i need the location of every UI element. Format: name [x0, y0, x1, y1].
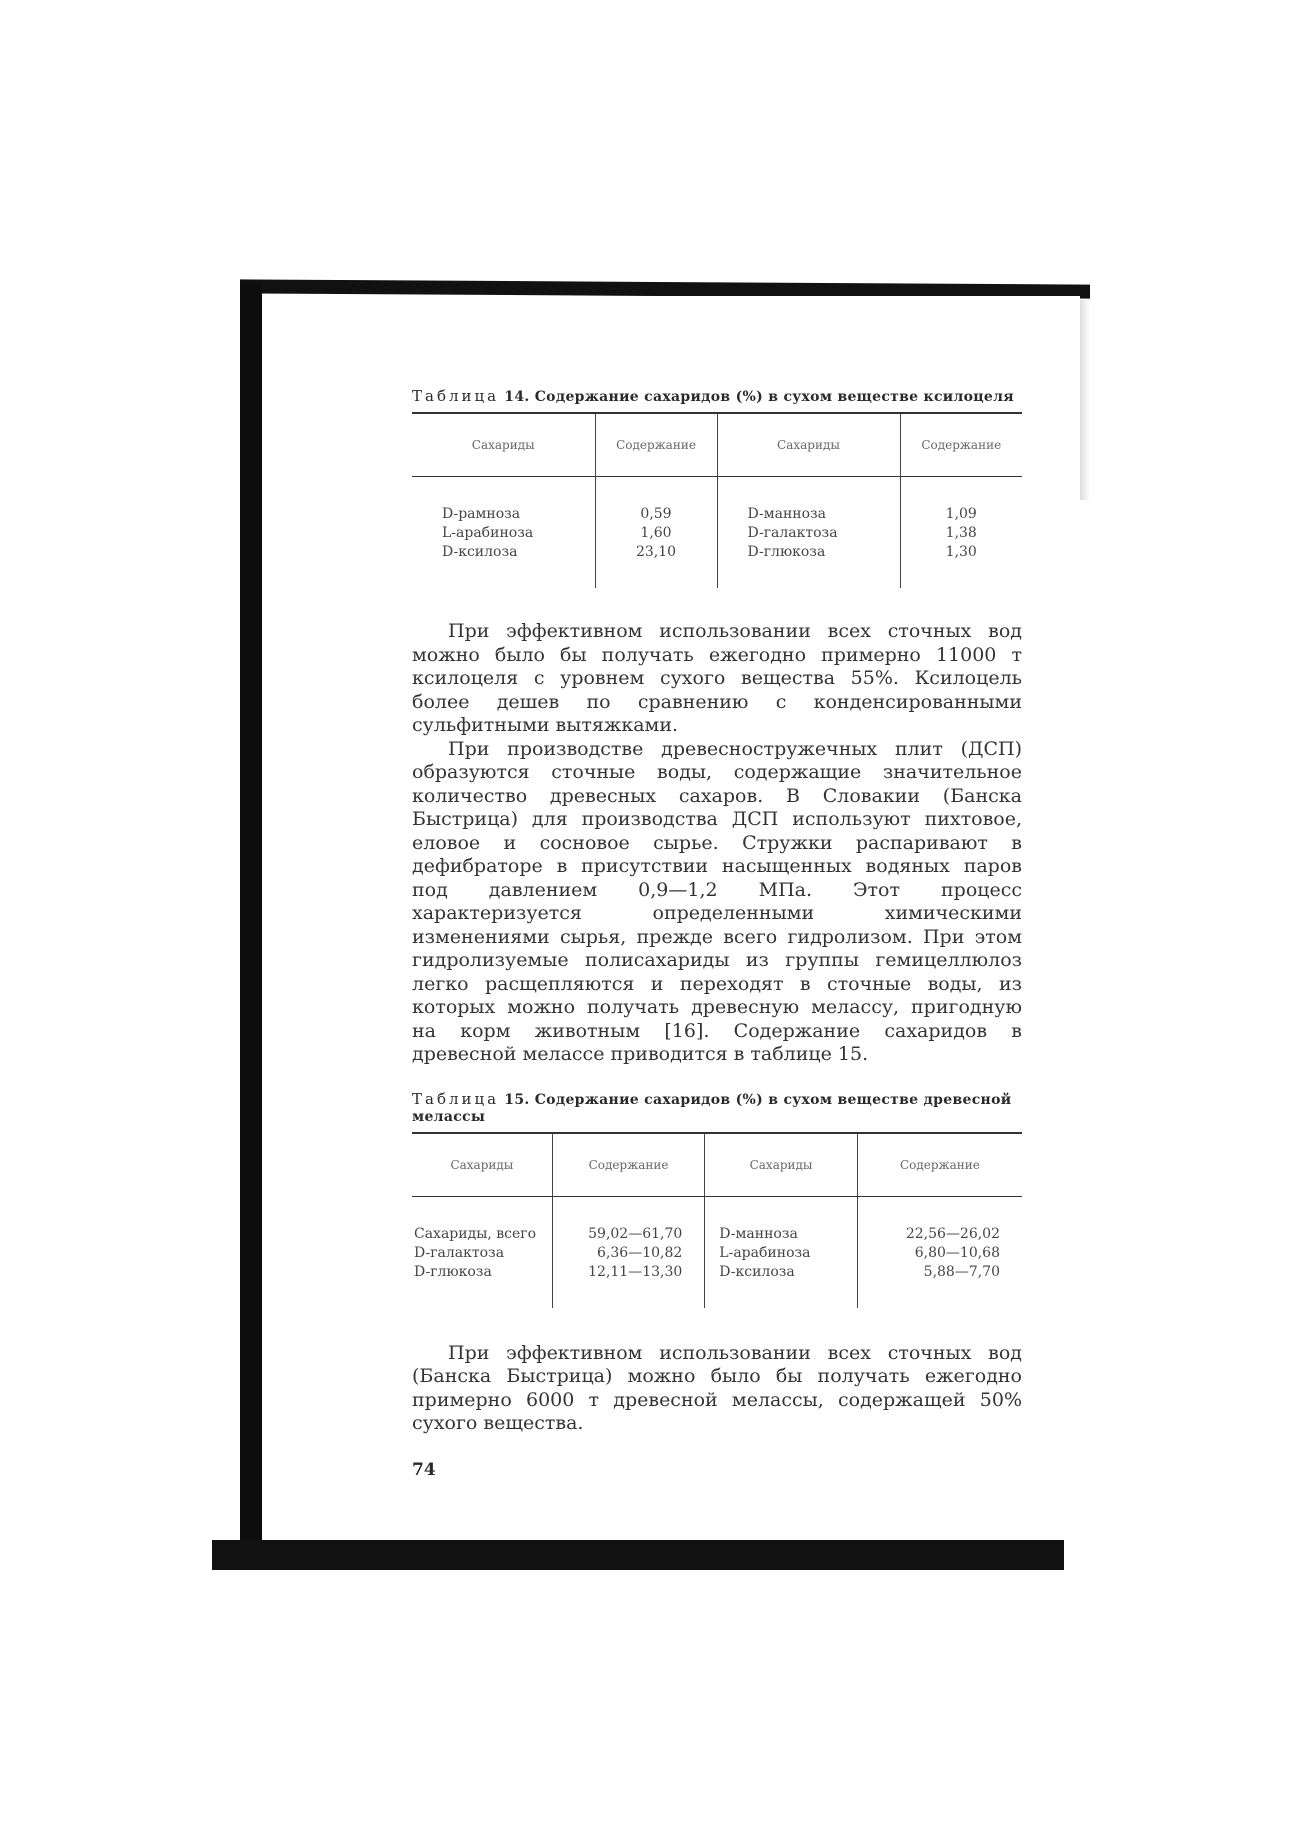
table-cell: 59,02—61,70: [588, 1225, 683, 1242]
table14-header: Содержание: [900, 413, 1022, 477]
table-cell: D-ксилоза: [442, 544, 518, 560]
table15-header: Сахариды: [412, 1133, 552, 1197]
table15-title: Содержание сахаридов (%) в сухом веществе древесной мелассы: [412, 1091, 1012, 1125]
table15-right-values: [857, 1196, 1022, 1308]
table-cell: D-рамноза: [442, 506, 521, 522]
book-page: [262, 296, 1080, 1540]
table15-label: Таблица: [412, 1089, 500, 1108]
table-cell: 5,88—7,70: [923, 1263, 1000, 1280]
scan-edge-left: [240, 282, 262, 1562]
table14-label: Таблица: [412, 387, 500, 405]
table14-left-values: [595, 477, 717, 589]
table15-header: Содержание: [552, 1133, 705, 1197]
table-cell: 12,11—13,30: [588, 1263, 683, 1280]
table14-header: Содержание: [595, 413, 717, 477]
table15-left-values: [552, 1196, 705, 1308]
table14-header: Сахариды: [717, 413, 900, 477]
table-cell: 0,59: [640, 506, 672, 522]
table-cell: D-глюкоза: [414, 1263, 492, 1280]
table15-number: 15.: [504, 1091, 530, 1108]
table14-left-names: [412, 477, 595, 589]
table15-header: Содержание: [857, 1133, 1022, 1197]
table15: [412, 1132, 1022, 1308]
table14-title: Содержание сахаридов (%) в сухом веществе ксилоцеля: [534, 389, 1014, 405]
table15-caption: [412, 1091, 1022, 1126]
table14-number: 14.: [504, 389, 530, 405]
table15-body-row: [412, 1196, 1022, 1308]
table-cell: 1,38: [945, 525, 977, 541]
table-cell: D-манноза: [747, 506, 827, 522]
table15-left-names: [412, 1196, 552, 1308]
page-content: [412, 388, 1022, 1480]
paragraph-3: При эффективном использовании всех сточных вод (Банска Быстрица) можно было бы получать ежегодно примерно 6000 т древесной мелассы, содержащей 50% сухого вещества.: [412, 1341, 1022, 1434]
table14-caption: [412, 388, 1022, 406]
table-cell: D-манноза: [719, 1225, 798, 1242]
table15-header-row: [412, 1133, 1022, 1197]
table14-header-row: [412, 413, 1022, 477]
table-cell: 23,10: [635, 544, 677, 560]
table-cell: D-глюкоза: [747, 544, 826, 560]
page-number: 74: [412, 1459, 436, 1480]
table-cell: D-галактоза: [414, 1244, 505, 1261]
table-cell: D-ксилоза: [719, 1263, 795, 1280]
table14-right-names: [717, 477, 900, 589]
table-cell: 1,60: [640, 525, 672, 541]
table-cell: 6,80—10,68: [914, 1244, 1000, 1261]
table14-right-values: [900, 477, 1022, 589]
table15-right-names: [705, 1196, 858, 1308]
table-cell: L-арабиноза: [442, 525, 534, 541]
table-cell: 22,56—26,02: [905, 1225, 1000, 1242]
table-cell: 1,30: [945, 544, 977, 560]
paragraph-2: При производстве древесностружечных плит (ДСП) образуются сточные воды, содержащие значительное количество древесных сахаров. В Словакии (Банска Быстрица) для производства ДСП используют пихтовое, еловое и сосновое сырье. Стружки распаривают в дефибраторе в присутствии насыщенных водяных паров под давлением 0,9—1,2 МПа. Этот процесс характеризуется определенными химическими изменениями сырья, прежде всего гидролизом. При этом гидролизуемые полисахариды из группы гемицеллюлоз легко расщепляются и переходят в сточные воды, из которых можно получать древесную мелассу, пригодную на корм животным [16]. Содержание сахаридов в древесной мелассе приводится в таблице 15.: [412, 737, 1022, 1065]
table14-header: Сахариды: [412, 413, 595, 477]
table14: [412, 412, 1022, 588]
table-cell: Сахариды, всего: [414, 1225, 537, 1242]
table-cell: 1,09: [945, 506, 977, 522]
scan-edge-bottom: [212, 1540, 1064, 1570]
table14-body-row: [412, 477, 1022, 589]
table-cell: 6,36—10,82: [597, 1244, 683, 1261]
table15-header: Сахариды: [705, 1133, 858, 1197]
paragraph-1: При эффективном использовании всех сточных вод можно было бы получать ежегодно примерно 11000 т ксилоцеля с уровнем сухого вещества 55%. Ксилоцель более дешев по сравнению с конденсированными сульфитными вытяжками.: [412, 620, 1022, 736]
table-cell: L-арабиноза: [719, 1244, 811, 1261]
table-cell: D-галактоза: [747, 525, 838, 541]
scan-edge-right: [1080, 300, 1090, 500]
